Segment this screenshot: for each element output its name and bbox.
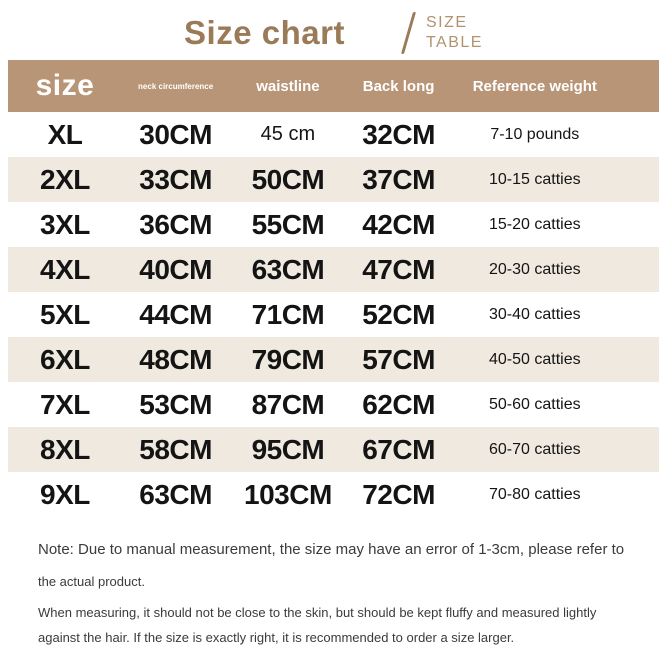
cell-back-long: 62CM xyxy=(362,388,435,420)
cell-reference-weight: 10-15 catties xyxy=(489,170,581,188)
size-table-header xyxy=(8,60,659,112)
column-header-size: size xyxy=(35,69,95,102)
column-header-neck-circumference: neck circumference xyxy=(138,81,214,91)
cell-size: 8XL xyxy=(40,433,90,465)
page-subtitle-line1: SIZE xyxy=(425,14,468,31)
cell-waistline: 95CM xyxy=(251,433,325,465)
cell-reference-weight: 40-50 catties xyxy=(489,350,581,368)
cell-size: 4XL xyxy=(40,253,90,285)
slash-divider-icon xyxy=(401,12,416,54)
cell-back-long: 32CM xyxy=(362,118,435,150)
cell-size: XL xyxy=(47,118,83,150)
cell-size: 2XL xyxy=(40,163,90,195)
cell-back-long: 52CM xyxy=(362,298,435,330)
cell-neck-circumference: 58CM xyxy=(139,433,212,465)
table-row xyxy=(8,247,659,292)
column-header-waistline: waistline xyxy=(256,77,320,95)
cell-neck-circumference: 30CM xyxy=(139,118,212,150)
cell-waistline: 103CM xyxy=(244,478,332,510)
cell-back-long: 42CM xyxy=(362,208,435,240)
cell-waistline: 55CM xyxy=(251,208,325,240)
table-row xyxy=(8,337,659,382)
cell-waistline: 45 cm xyxy=(260,123,316,145)
table-row xyxy=(8,472,659,517)
size-table-body xyxy=(8,112,659,517)
note-line-1: Note: Due to manual measurement, the size may have an error of 1-3cm, please refer to xyxy=(38,541,625,558)
cell-neck-circumference: 40CM xyxy=(139,253,212,285)
table-row xyxy=(8,112,659,157)
table-row xyxy=(8,292,659,337)
cell-reference-weight: 60-70 catties xyxy=(489,440,581,458)
cell-back-long: 72CM xyxy=(362,478,435,510)
cell-size: 3XL xyxy=(40,208,90,240)
page-header xyxy=(0,0,667,60)
cell-size: 6XL xyxy=(40,343,90,375)
page-subtitle-line2: TABLE xyxy=(425,34,483,51)
cell-waistline: 71CM xyxy=(251,298,325,330)
cell-size: 9XL xyxy=(40,478,90,510)
cell-reference-weight: 15-20 catties xyxy=(489,215,581,233)
cell-reference-weight: 20-30 catties xyxy=(489,260,581,278)
table-row xyxy=(8,202,659,247)
cell-back-long: 57CM xyxy=(362,343,435,375)
table-row xyxy=(8,382,659,427)
note-paragraph: When measuring, it should not be close to the skin, but should be kept fluffy and measured lightly against the hair. If the size is exactly right, it is recommended to order a size larger. xyxy=(38,605,597,645)
note-line-2: the actual product. xyxy=(38,574,145,589)
cell-size: 7XL xyxy=(40,388,90,420)
page-subtitle xyxy=(426,13,483,53)
cell-neck-circumference: 53CM xyxy=(139,388,212,420)
column-header-reference-weight: Reference weight xyxy=(472,77,597,95)
cell-reference-weight: 70-80 catties xyxy=(489,485,581,503)
cell-waistline: 87CM xyxy=(251,388,325,420)
table-row xyxy=(8,157,659,202)
cell-waistline: 79CM xyxy=(251,343,325,375)
size-table xyxy=(8,60,659,517)
cell-back-long: 47CM xyxy=(362,253,435,285)
cell-waistline: 50CM xyxy=(251,163,325,195)
cell-back-long: 37CM xyxy=(362,163,435,195)
cell-neck-circumference: 48CM xyxy=(139,343,212,375)
cell-back-long: 67CM xyxy=(362,433,435,465)
cell-waistline: 63CM xyxy=(251,253,325,285)
cell-neck-circumference: 36CM xyxy=(139,208,212,240)
cell-neck-circumference: 63CM xyxy=(139,478,212,510)
table-row xyxy=(8,427,659,472)
notes-section xyxy=(38,541,637,650)
cell-reference-weight: 30-40 catties xyxy=(489,305,581,323)
cell-reference-weight: 50-60 catties xyxy=(489,395,581,413)
page-title: Size chart xyxy=(184,14,345,51)
cell-reference-weight: 7-10 pounds xyxy=(490,125,580,143)
cell-neck-circumference: 33CM xyxy=(139,163,212,195)
cell-neck-circumference: 44CM xyxy=(139,298,212,330)
column-header-back-long: Back long xyxy=(362,77,435,95)
cell-size: 5XL xyxy=(40,298,90,330)
